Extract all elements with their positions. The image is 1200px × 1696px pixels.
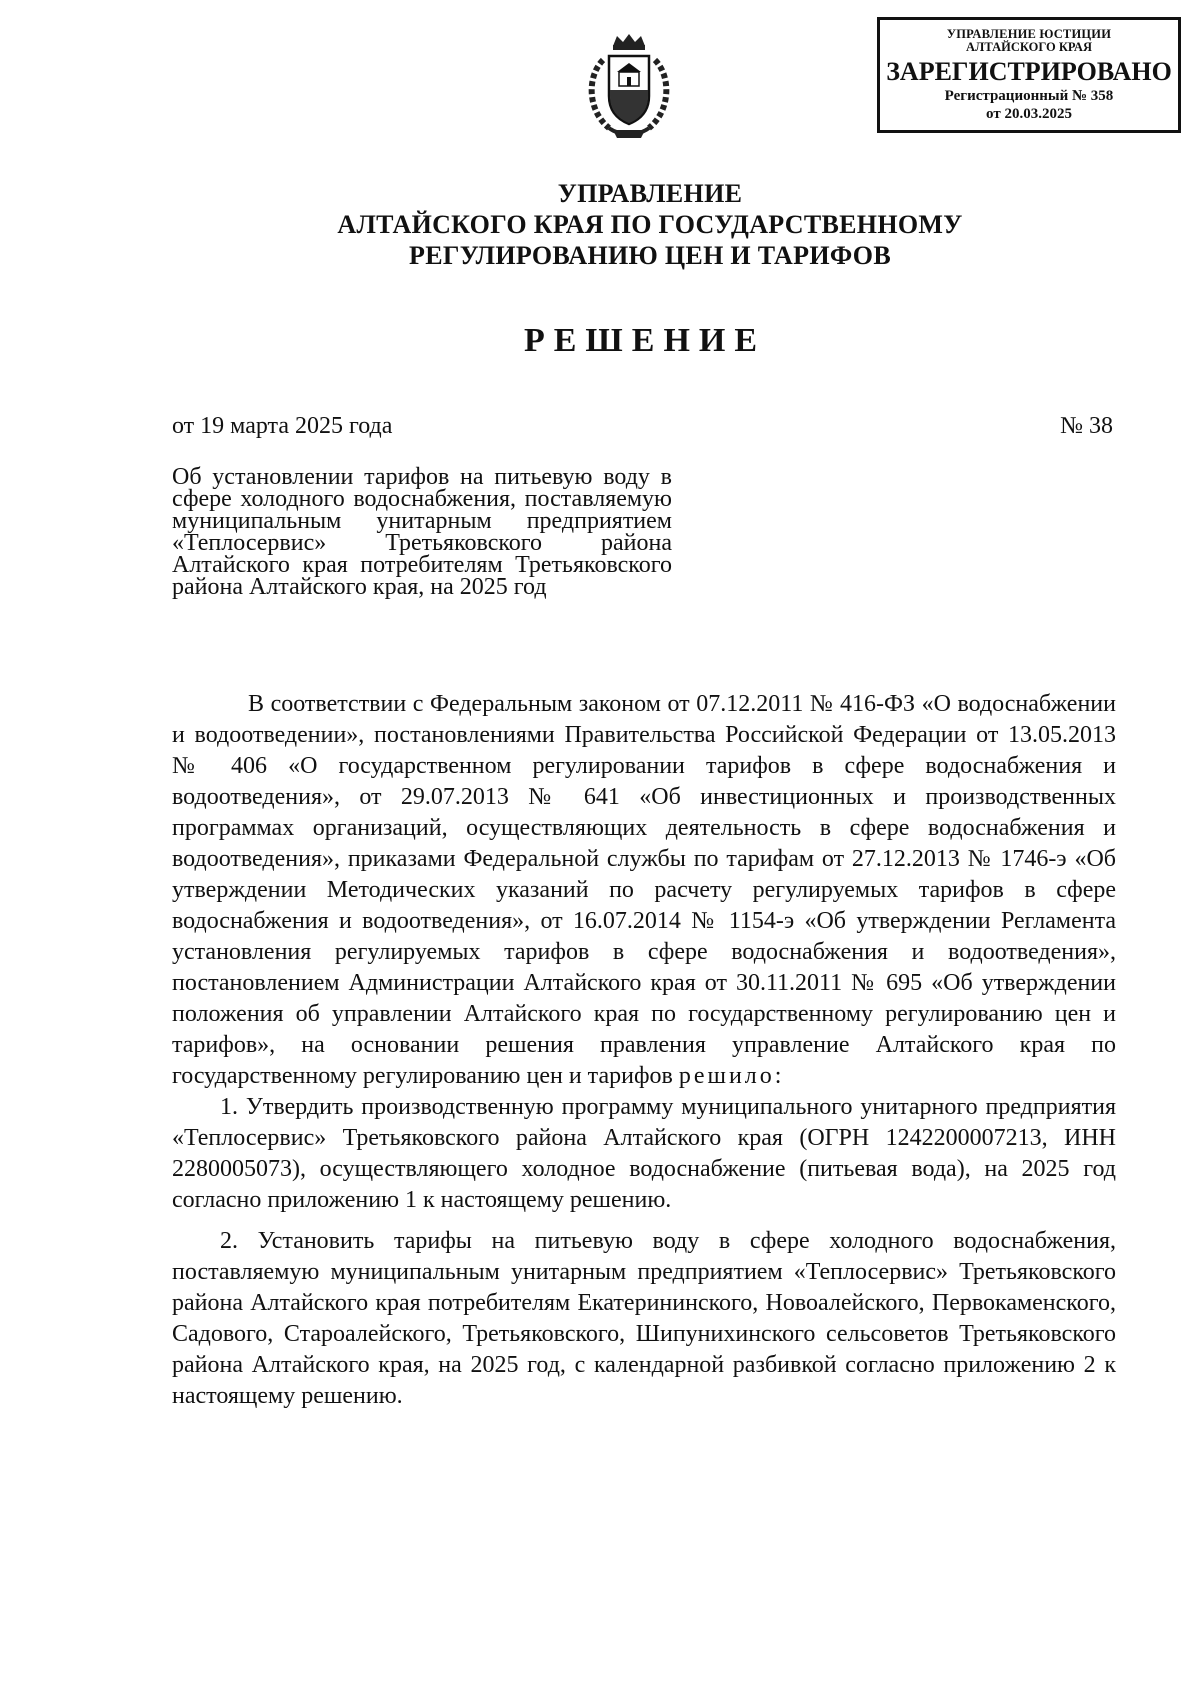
org-line-2: АЛТАЙСКОГО КРАЯ ПО ГОСУДАРСТВЕННОМУ [337, 210, 963, 239]
document-body [172, 689, 1116, 1412]
decided-word: решило: [678, 1063, 785, 1089]
org-line-1: УПРАВЛЕНИЕ [557, 179, 743, 208]
org-line-3: РЕГУЛИРОВАНИЮ ЦЕН И ТАРИФОВ [409, 241, 891, 270]
stamp-reg-number: Регистрационный № 358 [944, 88, 1114, 104]
registration-stamp [877, 17, 1181, 133]
document-type-title: РЕШЕНИЕ [523, 322, 767, 359]
preamble-paragraph [172, 689, 1116, 1092]
stamp-line-2: АЛТАЙСКОГО КРАЯ [966, 40, 1092, 54]
organization-name [0, 178, 1200, 271]
document-date: от 19 марта 2025 года [172, 413, 393, 439]
stamp-line-1: УПРАВЛЕНИЕ ЮСТИЦИИ [946, 27, 1112, 41]
item-2-paragraph: 2. Установить тарифы на питьевую воду в сфере холодного водоснабжения, поставляемую муниципальным унитарным предприятием «Теплосервис» Третьяковского района Алтайского края потребителям Екатерининского, Новоалейского, Первокаменского, Садового, Староалейского, Третьяковского, Шипунихинского сельсоветов Третьяковского района Алтайского края, на 2025 год, с календарной разбивкой согласно приложению 2 к настоящему решению. [172, 1228, 1116, 1409]
item-1-paragraph: 1. Утвердить производственную программу муниципального унитарного предприятия «Теплосервис» Третьяковского района Алтайского края (ОГРН 1242200007213, ИНН 2280005073), осуществляющего холодное водоснабжение (питьевая вода), на 2025 год согласно приложению 1 к настоящему решению. [172, 1094, 1116, 1213]
stamp-status: ЗАРЕГИСТРИРОВАНО [886, 57, 1172, 86]
coat-of-arms-icon [583, 32, 675, 146]
document-number: № 38 [1060, 413, 1113, 439]
preamble-text: В соответствии с Федеральным законом от 07.12.2011 № 416-ФЗ «О водоснабжении и водоотведении», постановлениями Правительства Российской Федерации от 13.05.2013 № 406 «О государственном регулировании тарифов в сфере водоснабжения и водоотведения», от 29.07.2013 № 641 «Об инвестиционных и производственных программах организаций, осуществляющих деятельность в сфере водоснабжения и водоотведения», приказами Федеральной службы по тарифам от 27.12.2013 № 1746-э «Об утверждении Методических указаний по расчету регулируемых тарифов в сфере водоснабжения и водоотведения», от 16.07.2014 № 1154-э «Об утверждении Регламента установления регулируемых тарифов в сфере водоснабжения и водоотведения», постановлением Администрации Алтайского края от 30.11.2011 № 695 «Об утверждении положения об управлении Алтайского края по государственному регулированию цен и тарифов», на основании решения правления управление Алтайского края по государственному регулированию цен и тарифов [172, 691, 1116, 1089]
stamp-reg-date: от 20.03.2025 [986, 106, 1072, 122]
document-subject: Об установлении тарифов на питьевую воду в сфере холодного водоснабжения, поставляемую муниципальным унитарным предприятием «Теплосервис» Третьяковского района Алтайского края потребителям Третьяковского района Алтайского края, на 2025 год [172, 464, 672, 600]
